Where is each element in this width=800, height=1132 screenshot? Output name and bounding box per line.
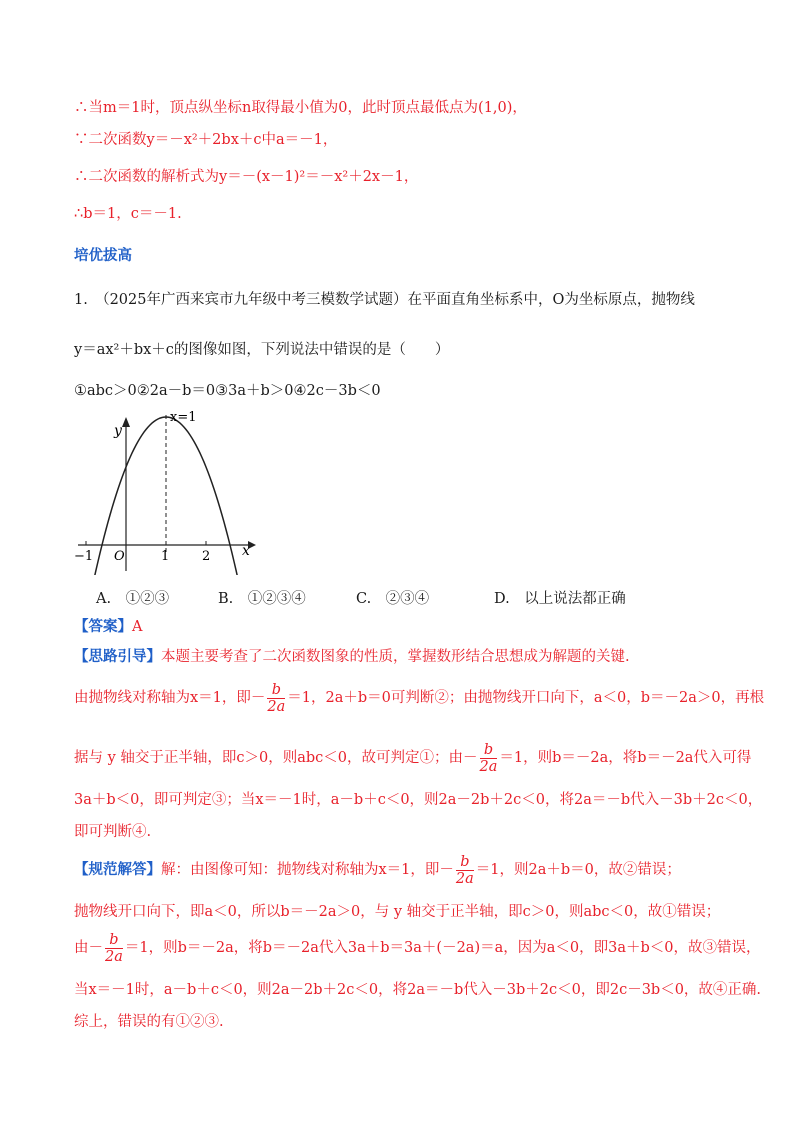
option-a[interactable]: A. ①②③ <box>96 591 170 607</box>
solution-tag: 【规范解答】 <box>74 861 161 878</box>
solution-step-3: 由－ $\frac{b}{2a}$ ＝1，则b＝－2a，将b＝－2a代入3a＋b＝3a＋(－2a)＝a，因为a＜0，即3a＋b＜0，故③错误， <box>74 931 761 965</box>
solution-summary: 综上，错误的有①②③. <box>74 1014 224 1030</box>
question-line-2: y＝ax²＋bx＋c的图像如图，下列说法中错误的是（ ） <box>74 342 450 358</box>
analysis-intro: 【思路引导】本题主要考查了二次函数图象的性质，掌握数形结合思想成为解题的关键. <box>74 648 630 665</box>
label-y: y <box>114 423 122 439</box>
fraction-b-over-2a: $\frac{b}{2a}$ <box>455 853 474 887</box>
label-x: x <box>242 543 250 559</box>
option-d[interactable]: D. 以上说法都正确 <box>494 591 626 607</box>
solution-line-4: ∴b＝1，c＝－1. <box>74 206 182 222</box>
solution-step-2: 抛物线开口向下，即a＜0，所以b＝－2a＞0，与 y 轴交于正半轴，即c＞0，则abc＜0，故①错误； <box>74 904 721 920</box>
analysis-tag: 【思路引导】 <box>74 648 161 665</box>
fraction-b-over-2a: $\frac{b}{2a}$ <box>479 741 498 775</box>
solution-line-1: ∴当m＝1时，顶点纵坐标n取得最小值为0，此时顶点最低点为(1,0)， <box>74 100 527 116</box>
answer-tag: 【答案】 <box>74 618 132 635</box>
analysis-para-2: 据与 y 轴交于正半轴，即c＞0，则abc＜0，故可判定①；由－ $\frac{b}{2a}$ ＝1，则b＝－2a，将b＝－2a代入可得 <box>74 741 752 775</box>
options-row <box>96 589 716 609</box>
y-axis-arrow <box>122 417 130 427</box>
solution-step-4: 当x＝－1时，a－b＋c＜0，则2a－2b＋2c＜0，将2a＝－b代入－3b＋2c＜0，即2c－3b＜0，故④正确. <box>74 982 762 998</box>
parabola-graph <box>70 405 270 575</box>
analysis-para-3: 3a＋b＜0，即可判定③；当x＝－1时，a－b＋c＜0，则2a－2b＋2c＜0，将2a＝－b代入－3b＋2c＜0， <box>74 792 763 808</box>
question-statements: ①abc＞0②2a－b＝0③3a＋b＞0④2c－3b＜0 <box>74 383 381 399</box>
section-heading: 培优拔高 <box>74 247 132 264</box>
solution-line-3: ∴二次函数的解析式为y＝－(x－1)²＝－x²＋2x－1， <box>74 169 419 185</box>
tick-minus-1: −1 <box>74 549 94 564</box>
solution-line-2: ∵二次函数y＝－x²＋2bx＋c中a＝－1， <box>74 132 338 148</box>
answer-value: A <box>132 619 143 635</box>
solution-step-1: 【规范解答】解：由图像可知：抛物线对称轴为x＝1，即－ $\frac{b}{2a}$ ＝1，则2a＋b＝0，故②错误； <box>74 853 681 887</box>
analysis-para-4: 即可判断④. <box>74 824 152 840</box>
analysis-para-1: 由抛物线对称轴为x＝1，即－ $\frac{b}{2a}$ ＝1，2a＋b＝0可判断②；由抛物线开口向下，a＜0，b＝－2a＞0，再根 <box>74 681 765 715</box>
tick-origin: O <box>114 549 125 564</box>
question-line-1: 1. （2025年广西来宾市九年级中考三模数学试题）在平面直角坐标系中，O为坐标原点，抛物线 <box>74 292 695 308</box>
tick-2: 2 <box>202 549 211 564</box>
label-x-eq-1: x=1 <box>170 410 197 425</box>
tick-1: 1 <box>161 549 170 564</box>
fraction-b-over-2a: $\frac{b}{2a}$ <box>267 681 286 715</box>
option-b[interactable]: B. ①②③④ <box>218 591 306 607</box>
fraction-b-over-2a: $\frac{b}{2a}$ <box>105 931 123 965</box>
option-c[interactable]: C. ②③④ <box>356 591 430 607</box>
answer-line <box>74 617 142 637</box>
